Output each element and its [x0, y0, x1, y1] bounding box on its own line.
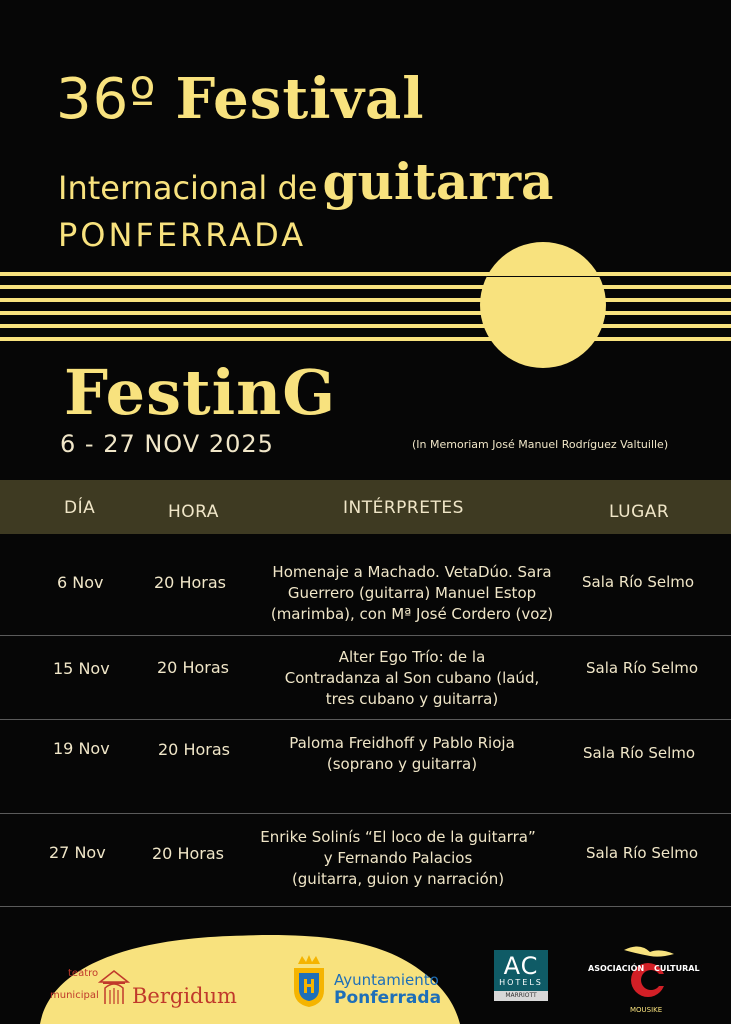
cultural-label: CULTURAL — [654, 964, 700, 973]
interpretes-line: Paloma Freidhoff y Pablo Rioja — [289, 734, 515, 752]
guitar-string — [0, 337, 731, 341]
interpretes-line: tres cubano y guitarra) — [325, 690, 499, 708]
row-interpretes — [252, 647, 572, 710]
interpretes-line: Guerrero (guitarra) Manuel Estop — [287, 584, 537, 602]
interpretes-line: y Fernando Palacios — [323, 849, 473, 867]
guitar-string — [0, 324, 731, 328]
guitar-string — [0, 272, 731, 276]
festival-dates: 6 - 27 NOV 2025 — [60, 430, 274, 458]
guitar-string — [0, 298, 731, 302]
row-lugar: Sala Río Selmo — [586, 844, 699, 862]
memoriam-note: (In Memoriam José Manuel Rodríguez Valtuille) — [412, 438, 669, 451]
asociacion-label: ASOCIACIÓN — [588, 964, 645, 973]
ponferrada-label: Ponferrada — [334, 988, 442, 1008]
theatre-facade-icon — [98, 968, 130, 1006]
guitar-string — [0, 285, 731, 289]
title-subtitle — [58, 152, 553, 211]
municipal-small-label: municipal — [50, 990, 99, 1001]
interpretes-line: Homenaje a Machado. VetaDúo. Sara — [272, 563, 552, 581]
mousike-emblem-icon — [620, 942, 678, 1004]
title-festival — [56, 66, 425, 132]
column-header-interpretes: INTÉRPRETES — [343, 498, 464, 518]
row-interpretes — [252, 562, 572, 625]
row-hora: 20 Horas — [154, 573, 226, 592]
city-name: PONFERRADA — [58, 216, 307, 254]
table-header — [0, 480, 731, 534]
ayuntamiento-label: Ayuntamiento — [334, 971, 439, 989]
sun-graphic — [480, 242, 606, 368]
row-dia: 19 Nov — [53, 739, 110, 758]
mousike-label: MOUSIKE — [630, 1006, 663, 1014]
festing-logo: FestinG — [64, 356, 337, 429]
interpretes-line: Enrike Solinís “El loco de la guitarra” — [260, 828, 536, 846]
title-guitarra: guitarra — [322, 152, 554, 211]
column-header-dia: DÍA — [64, 498, 96, 518]
coat-of-arms-icon — [292, 954, 326, 1008]
ac-logo-text: AC — [503, 952, 539, 980]
row-lugar: Sala Río Selmo — [582, 573, 695, 591]
title-festival-word: Festival — [175, 66, 425, 132]
row-hora: 20 Horas — [152, 844, 224, 863]
row-dia: 27 Nov — [49, 843, 106, 862]
hotels-text: HOTELS — [499, 978, 543, 987]
row-interpretes — [242, 733, 562, 775]
interpretes-line: Contradanza al Son cubano (laúd, — [284, 669, 540, 687]
row-divider — [0, 719, 731, 720]
row-dia: 6 Nov — [57, 573, 104, 592]
interpretes-line: (guitarra, guion y narración) — [291, 870, 505, 888]
title-internacional: Internacional de — [58, 169, 318, 207]
row-lugar: Sala Río Selmo — [586, 659, 699, 677]
interpretes-line: Alter Ego Trío: de la — [338, 648, 486, 666]
row-interpretes — [238, 827, 558, 890]
logo-ac-hotels — [494, 950, 548, 1001]
row-dia: 15 Nov — [53, 659, 110, 678]
column-header-lugar: LUGAR — [609, 502, 670, 522]
row-divider — [0, 813, 731, 814]
guitar-string — [0, 311, 731, 315]
column-header-hora: HORA — [168, 502, 219, 522]
row-lugar: Sala Río Selmo — [583, 744, 696, 762]
interpretes-line: (marimba), con Mª José Cordero (voz) — [270, 605, 554, 623]
interpretes-line: (soprano y guitarra) — [326, 755, 478, 773]
marriott-text: MARRIOTT — [494, 991, 548, 1001]
title-number: 36º — [56, 67, 157, 132]
row-divider — [0, 635, 731, 636]
teatro-small-label: teatro — [68, 968, 99, 979]
bergidum-name: Bergidum — [132, 984, 237, 1008]
row-hora: 20 Horas — [158, 740, 230, 759]
row-hora: 20 Horas — [157, 658, 229, 677]
